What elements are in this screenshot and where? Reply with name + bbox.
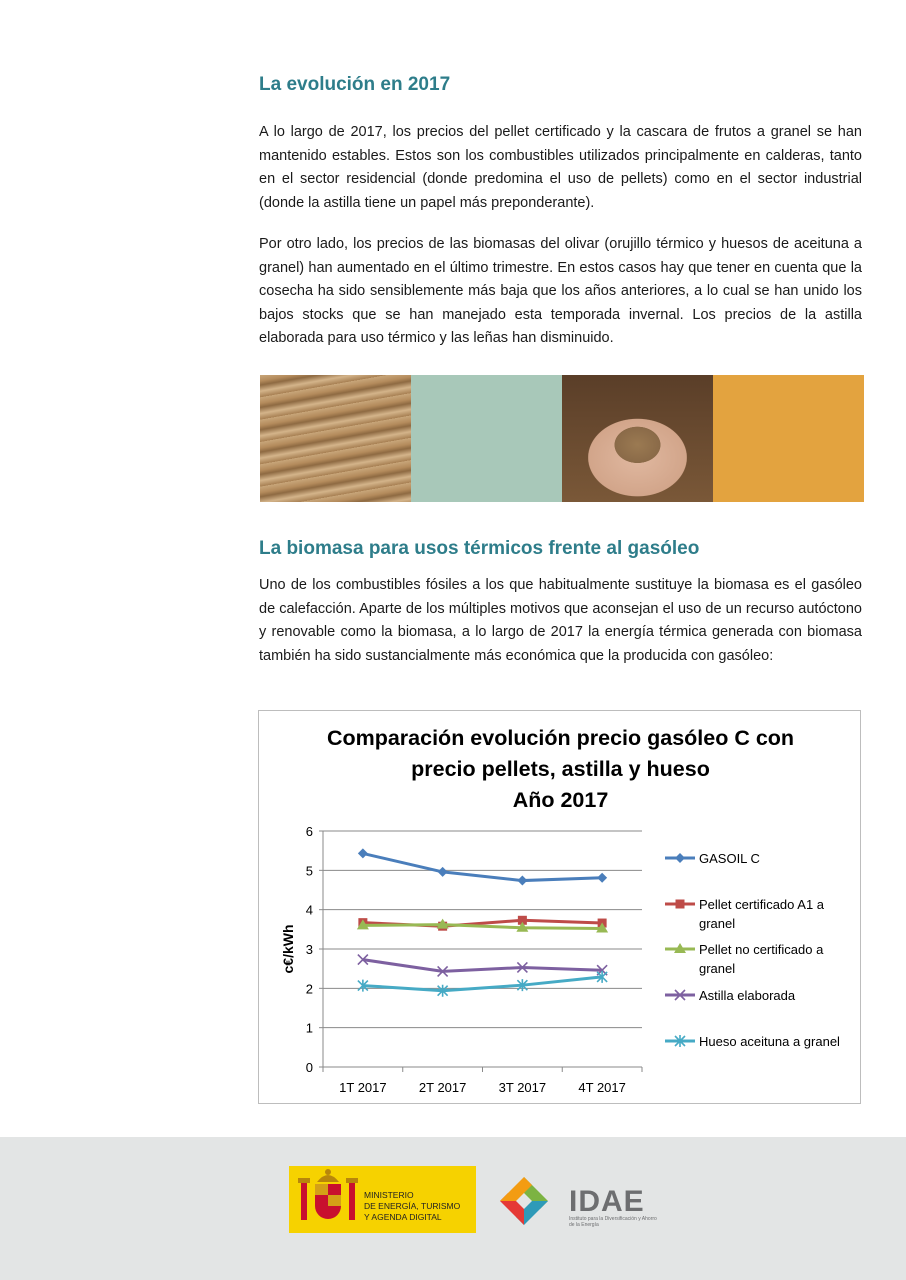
chart-title-line: precio pellets, astilla y hueso	[411, 757, 710, 781]
paragraph-evolucion-1: A lo largo de 2017, los precios del pellet certificado y la cascara de frutos a granel se han mantenido estables. Estos son los combustibles utilizados principalmente en calderas, tanto en el sector residencial (donde predomina el uso de pellets) como en el sector industrial (donde la astilla tiene un papel más preponderante).	[259, 124, 862, 211]
data-point	[358, 848, 368, 858]
section-title-evolucion: La evolución en 2017	[259, 74, 451, 95]
legend-label: Pellet certificado A1 a	[699, 897, 825, 912]
legend-label: Hueso aceituna a granel	[699, 1034, 840, 1049]
x-tick-label: 1T 2017	[339, 1080, 387, 1095]
legend-label: granel	[699, 961, 736, 976]
idae-subtitle: Instituto para la Diversificación y Ahorro de la Energía	[569, 1216, 657, 1228]
chart-plot	[259, 711, 862, 1105]
biomass-image-strip	[260, 375, 864, 502]
ministry-logo	[289, 1166, 476, 1233]
series-line	[363, 960, 602, 972]
section-title-biomasa-gasoleo: La biomasa para usos térmicos frente al gasóleo	[259, 538, 700, 559]
legend-label: Astilla elaborada	[699, 988, 796, 1003]
data-point	[438, 867, 448, 877]
series-line	[363, 925, 602, 929]
chart-title-line: Año 2017	[512, 788, 609, 812]
y-tick-label: 1	[305, 1020, 313, 1036]
legend-label: GASOIL C	[699, 851, 760, 866]
x-tick-label: 3T 2017	[498, 1080, 547, 1095]
x-tick-label: 2T 2017	[418, 1080, 467, 1095]
y-tick-label: 3	[305, 942, 313, 957]
price-comparison-chart	[258, 710, 861, 1104]
ministry-name	[364, 1190, 460, 1223]
paragraph-biomasa-gasoleo: Uno de los combustibles fósiles a los que habitualmente sustituye la biomasa es el gasóleo de calefacción. Aparte de los múltiples motivos que aconsejan el uso de un recurso autóctono y renovable como la biomasa, a lo largo de 2017 la energía térmica generada con biomasa también ha sido sustancialmente más económica que la producida con gasóleo:	[259, 577, 862, 664]
y-tick-label: 0	[305, 1060, 313, 1075]
spain-coat-of-arms-icon	[293, 1166, 363, 1233]
y-axis-label: c€/kWh	[280, 924, 296, 974]
chart-title-line: Comparación evolución precio gasóleo C con	[326, 726, 795, 750]
y-tick-label: 2	[305, 981, 313, 997]
ministry-name-line: DE ENERGÍA, TURISMO	[364, 1201, 461, 1211]
idae-logo-icon	[484, 1170, 566, 1232]
ministry-name-line: Y AGENDA DIGITAL	[364, 1212, 442, 1222]
idae-name: IDAE	[569, 1185, 645, 1218]
data-point	[517, 876, 527, 886]
legend-marker	[675, 853, 685, 863]
wood-logs-image	[260, 375, 411, 502]
ministry-name-line: MINISTERIO	[364, 1190, 414, 1200]
green-color-panel	[411, 375, 562, 502]
y-tick-label: 4	[305, 902, 313, 918]
legend-label: granel	[699, 916, 736, 931]
legend-label: Pellet no certificado a	[699, 942, 824, 957]
paragraph-evolucion-2: Por otro lado, los precios de las biomasas del olivar (orujillo térmico y huesos de aceituna a granel) han aumentado en el último trimestre. En estos casos hay que tener en cuenta que la cosecha ha sido sensiblemente más baja que los años anteriores, a lo cual se han unido los bajos stocks que se han manejado esta temporada invernal. Los precios de la astilla elaborada para uso térmico y las leñas han disminuido.	[259, 236, 862, 346]
x-tick-label: 4T 2017	[578, 1080, 626, 1095]
pellets-in-hands-image	[562, 375, 713, 502]
data-point	[597, 873, 607, 883]
orange-color-panel	[713, 375, 864, 502]
series-line	[363, 853, 602, 880]
y-tick-label: 6	[305, 824, 313, 839]
y-tick-label: 5	[305, 863, 313, 879]
legend-marker	[676, 900, 685, 909]
